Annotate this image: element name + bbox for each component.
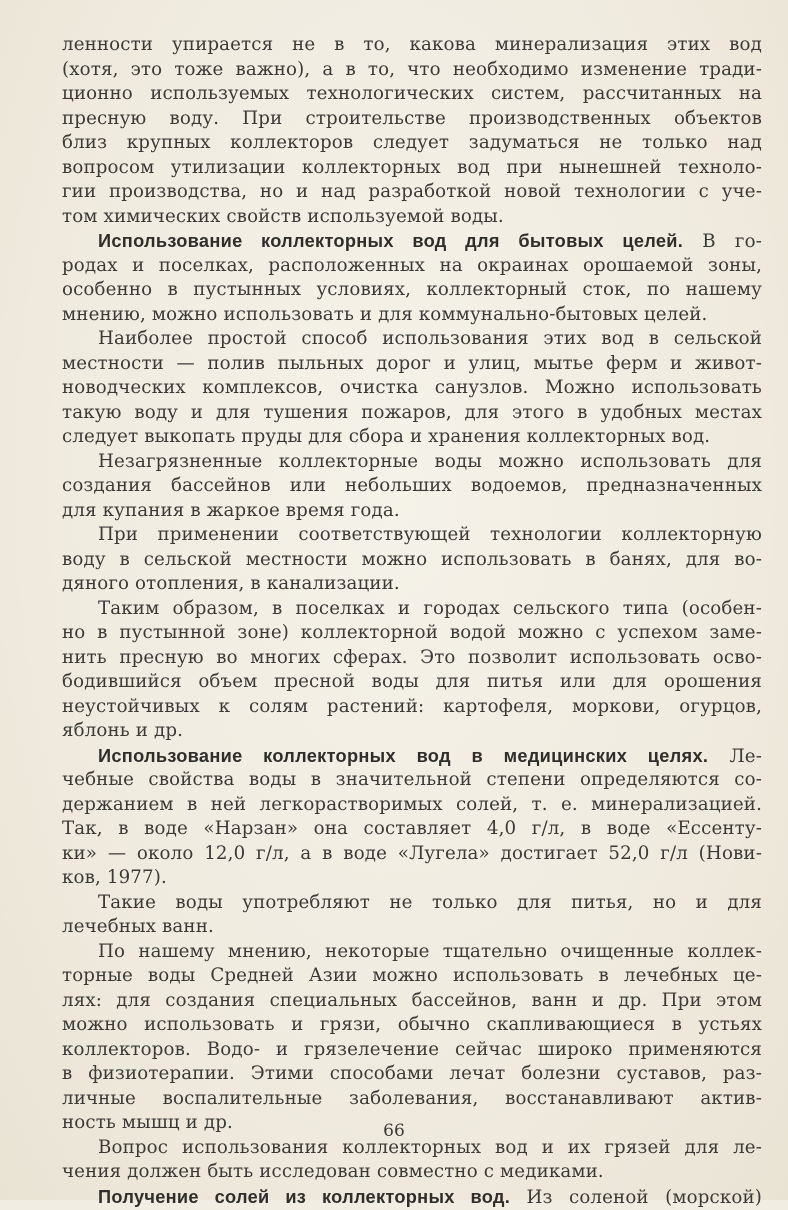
text-line — [62, 1013, 762, 1038]
text-line — [62, 964, 762, 989]
text-run: воду в сельской местности можно использовать в банях, для во- — [62, 548, 762, 570]
text-line — [62, 303, 762, 328]
text-run: Таким образом, в поселках и городах сельского типа (особен- — [98, 597, 762, 619]
text-line — [62, 1087, 762, 1112]
text-line — [62, 131, 762, 156]
text-line — [62, 572, 762, 597]
text-line — [62, 940, 762, 965]
text-run: яблонь и др. — [62, 720, 184, 741]
text-run: Наиболее простой способ использования этих вод в сельской — [98, 328, 762, 349]
text-run: неустойчивых к солям растений: картофеля, моркови, огурцов, — [62, 695, 762, 717]
text-run: пресную воду. При строительстве производственных объектов — [62, 107, 762, 129]
text-run: новодческих комплексов, очистка санузлов. Можно использовать — [62, 377, 762, 398]
text-line — [62, 793, 762, 818]
text-line — [62, 352, 762, 377]
section-heading: Получение солей из коллекторных вод. — [98, 1186, 511, 1207]
text-line — [62, 425, 762, 450]
text-run: коллекторов. Водо- и грязелечение сейчас широко применяются — [62, 1038, 762, 1060]
text-run: чебные свойства воды в значительной степени определяются со- — [62, 769, 762, 790]
text-line — [62, 817, 762, 842]
text-run: но в пустынной зоне) коллекторной водой можно с успехом заме- — [62, 622, 762, 643]
text-line — [62, 1160, 762, 1185]
text-run: вопросом утилизации коллекторных вод при нынешней техноло- — [62, 156, 762, 178]
text-run: Так, в воде «Нарзан» она составляет 4,0 г/л, в воде «Ессенту- — [62, 818, 762, 839]
text-run: В го- — [683, 231, 762, 252]
section-heading: Использование коллекторных вод для бытовых целей. — [98, 231, 684, 251]
text-line — [62, 180, 762, 205]
text-run: особенно в пустынных условиях, коллекторный сток, по нашему — [62, 279, 762, 300]
text-line — [62, 327, 762, 352]
text-line — [62, 376, 762, 401]
text-line — [62, 278, 762, 303]
text-run: местности — полив пыльных дорог и улиц, мытье ферм и живот- — [62, 352, 762, 374]
text-line — [62, 82, 762, 107]
text-run: При применении соответствующей технологии коллекторную — [98, 524, 762, 545]
text-run: ки» — около 12,0 г/л, а в воде «Лугела» достигает 52,0 г/л (Нови- — [62, 842, 762, 864]
text-run: торные воды Средней Азии можно использовать в лечебных це- — [62, 965, 762, 986]
text-run: следует выкопать пруды для сбора и хранения коллекторных вод. — [62, 426, 711, 447]
text-run: Вопрос использования коллекторных вод и их грязей для ле- — [98, 1136, 762, 1158]
text-run: Из соленой (морской) — [510, 1186, 762, 1208]
text-line — [62, 1038, 762, 1063]
text-line — [62, 768, 762, 793]
text-line — [62, 744, 762, 769]
text-run: ционно используемых технологических систем, рассчитанных на — [62, 83, 762, 104]
text-line — [62, 1185, 762, 1210]
text-line — [62, 719, 762, 744]
text-run: гии производства, но и над разработкой новой технологии с уче- — [62, 181, 762, 202]
text-run: мнению, можно использовать и для коммунально-бытовых целей. — [62, 303, 708, 325]
text-line — [62, 695, 762, 720]
text-run: Ле- — [708, 745, 763, 767]
text-run: ков, 1977). — [62, 867, 167, 888]
text-line — [62, 915, 762, 940]
section-heading: Использование коллекторных вод в медицинских целях. — [98, 745, 709, 766]
text-run: том химических свойств используемой воды. — [62, 205, 504, 227]
text-run: такую воду и для тушения пожаров, для этого в удобных местах — [62, 401, 762, 423]
text-line — [62, 33, 762, 58]
text-line — [62, 548, 762, 573]
text-line — [62, 842, 762, 867]
text-line — [62, 474, 762, 499]
text-run: создания бассейнов или небольших водоемов, предназначенных — [62, 475, 762, 496]
text-run: родах и поселках, расположенных на окраинах орошаемой зоны, — [62, 254, 762, 276]
text-line — [62, 254, 762, 279]
text-run: лях: для создания специальных бассейнов, ванн и др. При этом — [62, 989, 762, 1011]
text-run: чения должен быть исследован совместно с медиками. — [62, 1161, 604, 1182]
text-line — [62, 989, 762, 1014]
text-line — [62, 107, 762, 132]
text-line — [62, 229, 762, 254]
text-line — [62, 621, 762, 646]
text-run: бодившийся объем пресной воды для питья или для орошения — [62, 671, 762, 692]
text-line — [62, 1062, 762, 1087]
text-run: Такие воды употребляют не только для питья, но и для — [98, 891, 762, 913]
text-line — [62, 58, 762, 83]
text-run: дяного отопления, в канализации. — [62, 573, 400, 594]
text-run: (хотя, это тоже важно), а в то, что необходимо изменение тради- — [62, 58, 762, 80]
text-line — [62, 523, 762, 548]
body-text — [62, 33, 762, 1209]
text-run: По нашему мнению, некоторые тщательно очищенные коллек- — [98, 940, 762, 962]
text-run: личные воспалительные заболевания, восстанавливают актив- — [62, 1087, 762, 1109]
text-run: близ крупных коллекторов следует задуматься не только над — [62, 132, 762, 153]
text-line — [62, 205, 762, 230]
page-number: 66 — [383, 1121, 405, 1141]
text-line — [62, 499, 762, 524]
text-line — [62, 670, 762, 695]
text-run: Незагрязненные коллекторные воды можно использовать для — [98, 450, 762, 472]
text-run: для купания в жаркое время года. — [62, 499, 400, 521]
text-run: держанием в ней легкорастворимых солей, т. е. минерализацией. — [62, 793, 762, 815]
text-line — [62, 450, 762, 475]
text-line — [62, 156, 762, 181]
text-line — [62, 646, 762, 671]
text-line — [62, 597, 762, 622]
text-run: в физиотерапии. Этими способами лечат болезни суставов, раз- — [62, 1063, 762, 1084]
text-line — [62, 866, 762, 891]
text-run: можно использовать и грязи, обычно скапливающиеся в устьях — [62, 1014, 762, 1035]
text-line — [62, 401, 762, 426]
text-run: ленности упирается не в то, какова минерализация этих вод — [62, 34, 762, 55]
text-run: лечебных ванн. — [62, 916, 214, 937]
text-run: нить пресную во многих сферах. Это позволит использовать осво- — [62, 646, 762, 668]
text-line — [62, 891, 762, 916]
text-run: ность мышц и др. — [62, 1112, 233, 1133]
